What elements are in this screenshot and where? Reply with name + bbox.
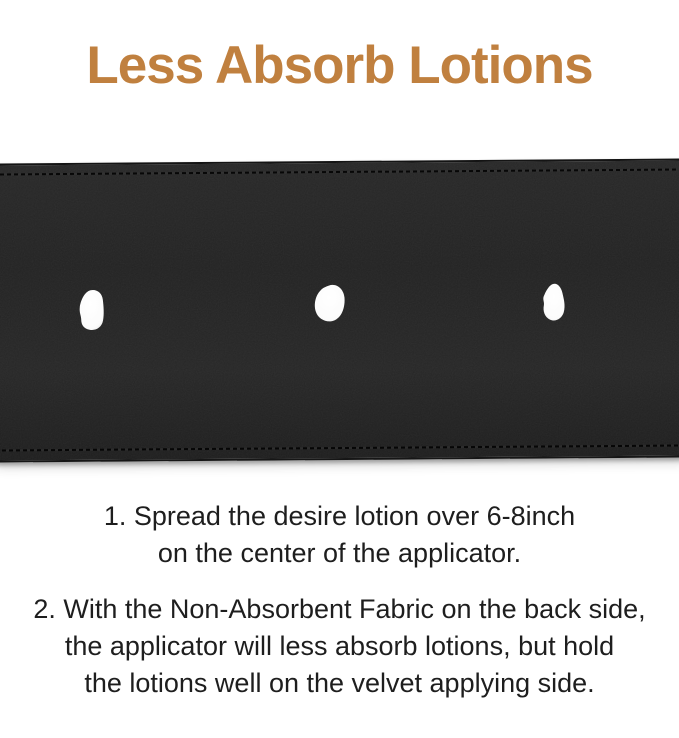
instruction-line: on the center of the applicator. bbox=[157, 538, 522, 568]
lotion-dollop-center bbox=[308, 282, 350, 328]
hem-stitch-bottom bbox=[2, 445, 679, 452]
lotion-dollop-left bbox=[73, 287, 107, 334]
applicator-photo bbox=[0, 158, 679, 462]
instruction-line: the lotions well on the velvet applying side. bbox=[84, 668, 595, 698]
instruction-line: 2. With the Non-Absorbent Fabric on the back side, bbox=[33, 594, 646, 624]
instruction-step-2 bbox=[0, 591, 679, 702]
hem-stitch-top bbox=[0, 169, 677, 176]
lotion-dollop-right bbox=[538, 280, 571, 326]
instruction-line: the applicator will less absorb lotions, but hold bbox=[64, 631, 615, 661]
page-title: Less Absorb Lotions bbox=[86, 36, 593, 95]
instruction-line: 1. Spread the desire lotion over 6-8inch bbox=[103, 501, 576, 531]
instruction-step-1 bbox=[0, 498, 679, 572]
